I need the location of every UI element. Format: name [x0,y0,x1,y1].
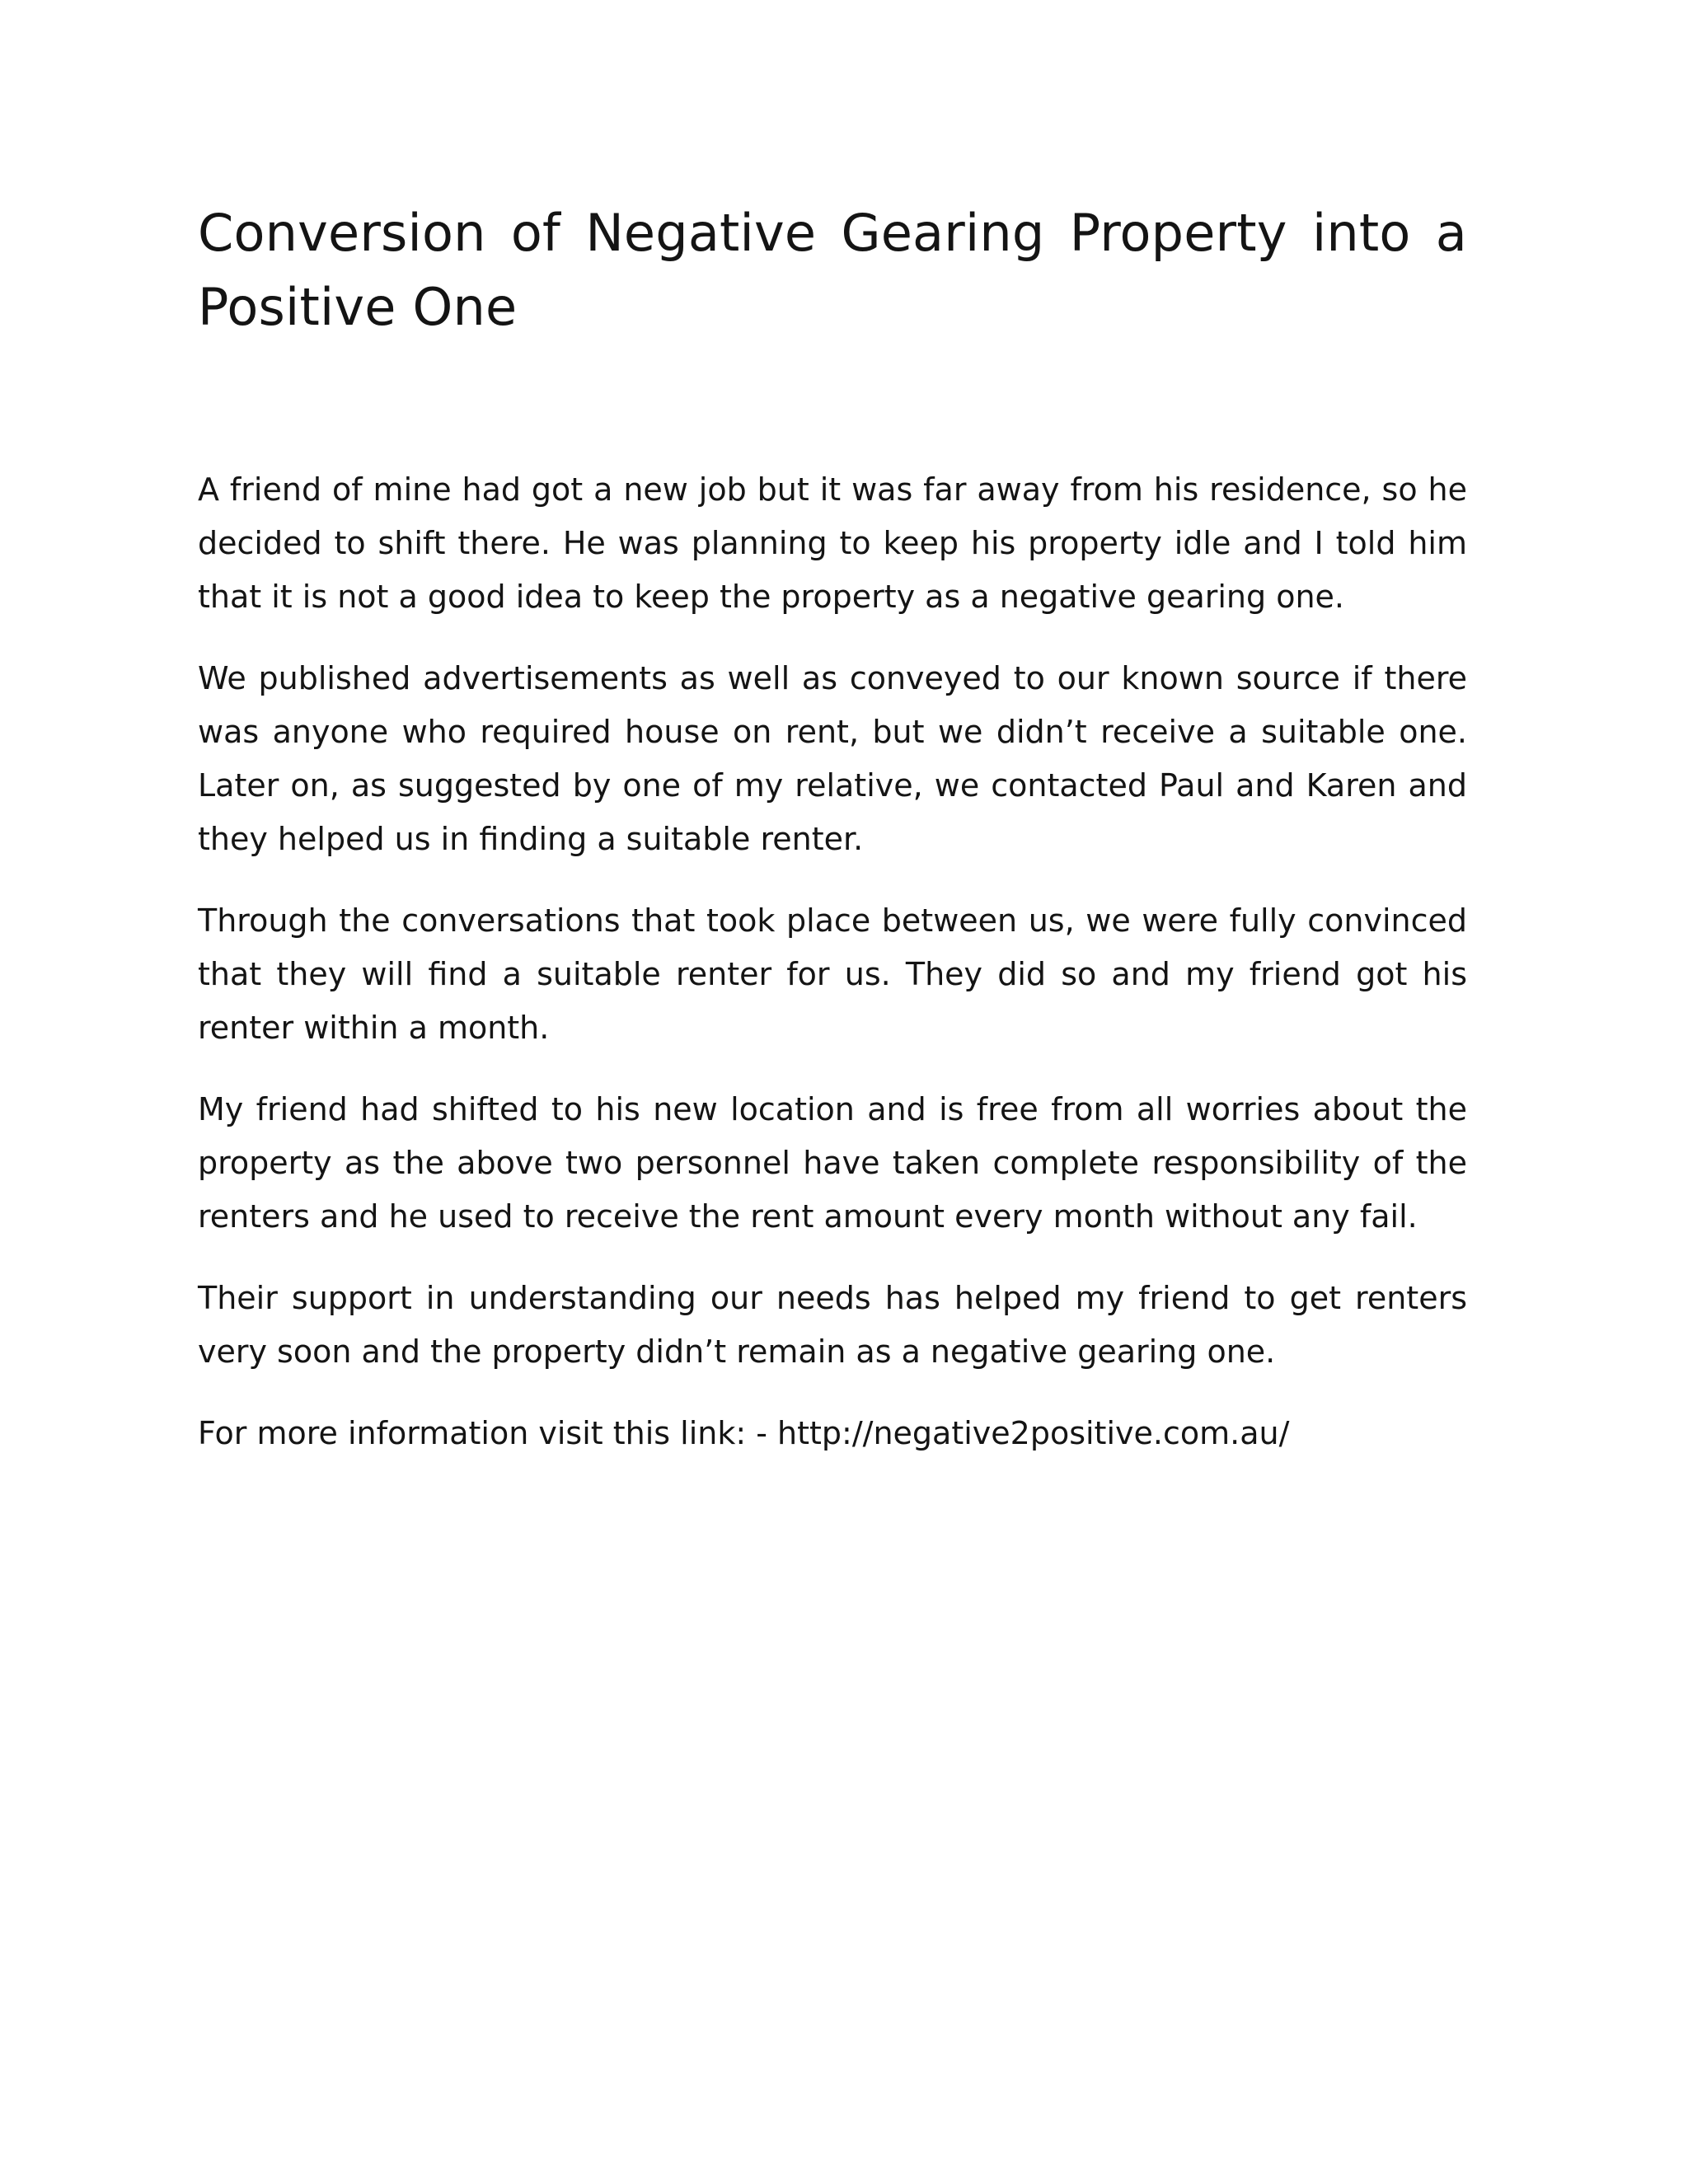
paragraph-1: A friend of mine had got a new job but it was far away from his residence, so he decided to shift there. He was planning to keep his property idle and I told him that it is not a good idea to keep the property as a negative gearing one. [198,471,1467,615]
more-info-link[interactable]: http://negative2positive.com.au/ [777,1415,1290,1451]
document-body [198,463,1467,1460]
paragraph-5: Their support in understanding our needs has helped my friend to get renters very soon and the property didn’t remain as a negative gearing one. [198,1280,1467,1370]
paragraph-3: Through the conversations that took place between us, we were fully convinced that they will find a suitable renter for us. They did so and my friend got his renter within a month. [198,902,1467,1046]
document-title: Conversion of Negative Gearing Property into a Positive One [198,203,1467,337]
more-info-label: For more information visit this link: - [198,1415,778,1451]
document-content [198,196,1467,1460]
paragraph-2: We published advertisements as well as conveyed to our known source if there was anyone who required house on rent, but we didn’t receive a suitable one. Later on, as suggested by one of my relative, we contacted Paul and Karen and they helped us in finding a suitable renter. [198,660,1467,857]
paragraph-4: My friend had shifted to his new location and is free from all worries about the property as the above two personnel have taken complete responsibility of the renters and he used to receive the rent amount every month without any fail. [198,1091,1467,1235]
more-info-line [198,1407,1467,1460]
